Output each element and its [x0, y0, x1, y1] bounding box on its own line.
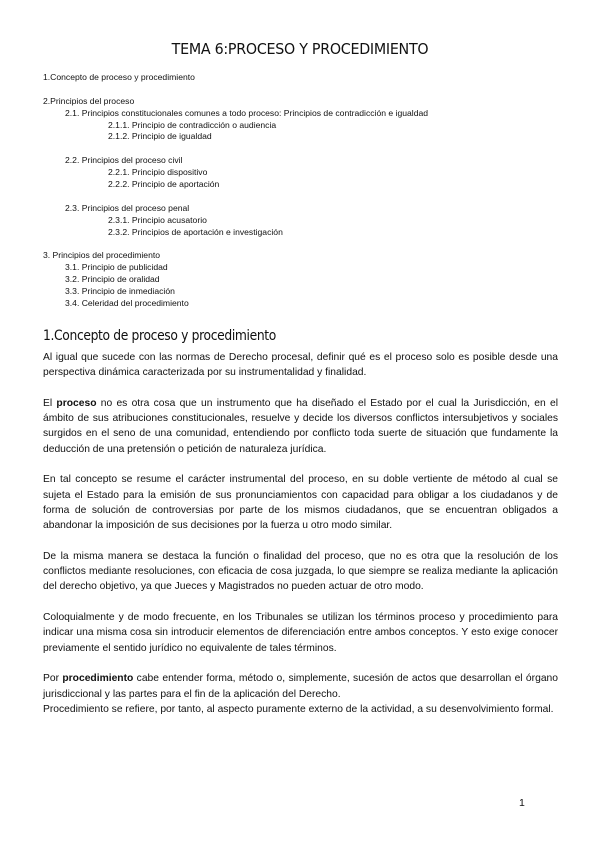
section-body [43, 350, 558, 732]
toc-item: 3.4. Celeridad del procedimiento [65, 297, 189, 308]
toc-item: 2.1. Principios constitucionales comunes a todo proceso: Principios de contradicción e igualdad [65, 107, 429, 118]
paragraph: De la misma manera se destaca la función o finalidad del proceso, que no es otra que la resolución de los conflictos mediante resoluciones, con eficacia de cosa juzgada, lo que siempre se realiza mediante la aplicación del derecho objetivo, ya que Jueces y Magistrados no pueden actuar de otro modo. [43, 550, 558, 593]
paragraph: Por procedimiento cabe entender forma, método o, simplemente, sucesión de actos que desarrollan el órgano jurisdiccional y las partes para el fin de la aplicación del Derecho. [43, 673, 558, 700]
toc-item: 3.2. Principio de oralidad [65, 274, 160, 285]
paragraph: Coloquialmente y de modo frecuente, en los Tribunales se utilizan los términos proceso y procedimiento para indicar una misma cosa sin introducir elementos de diferenciación entre ambos conceptos. Y esto exige conocer previamente el sentido jurídico no equivalente de tales términos. [43, 612, 558, 654]
toc-item: 1.Concepto de proceso y procedimiento [43, 72, 195, 82]
toc-item: 2.3. Principios del proceso penal [65, 202, 190, 213]
toc-item: 2.2.1. Principio dispositivo [108, 167, 208, 178]
paragraph: En tal concepto se resume el carácter instrumental del proceso, en su doble vertiente de método al cual se sujeta el Estado para la emisión de sus pronunciamientos con capacidad para obligar a los ciudadanos y de forma de solución de controversias por parte de los mismos ciudadanos, que se encuentran obligados a abandonar la imposición de sus decisiones por la fuerza u otro modo similar. [43, 474, 558, 532]
section-heading: 1.Concepto de proceso y procedimiento [43, 328, 276, 344]
bold-term: procedimiento [62, 673, 134, 685]
toc-item: 2.2.2. Principio de aportación [108, 179, 220, 190]
toc-item: 2.1.1. Principio de contradicción o audiencia [108, 119, 277, 130]
toc-item: 2.3.2. Principios de aportación e investigación [108, 226, 283, 237]
toc-item: 3. Principios del procedimiento [43, 250, 161, 261]
table-of-contents [43, 72, 428, 310]
toc-item: 3.3. Principio de inmediación [65, 286, 175, 297]
toc-item: 2.3.1. Principio acusatorio [108, 214, 207, 225]
page-number: 1 [519, 797, 525, 809]
toc-item: 3.1. Principio de publicidad [65, 262, 168, 273]
paragraph: Procedimiento se refiere, por tanto, al aspecto puramente externo de la actividad, a su desenvolvimiento formal. [43, 703, 554, 715]
toc-item: 2.Principios del proceso [43, 95, 135, 106]
toc-item: 2.2. Principios del proceso civil [65, 155, 183, 166]
toc-item: 2.1.2. Principio de igualdad [108, 131, 212, 142]
paragraph: El proceso no es otra cosa que un instrumento que ha diseñado el Estado por el cual la Jurisdicción, en el ámbito de sus atribuciones constitucionales, resuelve y decide los diversos conflictos intersubjetivos y sociales surgidos en el seno de una comunidad, entendiendo por conflicto toda suerte de situación que fundamente la deducción de una pretensión o petición de naturaleza jurídica. [43, 397, 558, 455]
bold-term: proceso [56, 397, 97, 409]
page-title: TEMA 6:PROCESO Y PROCEDIMIENTO [171, 40, 429, 58]
paragraph: Al igual que sucede con las normas de Derecho procesal, definir qué es el proceso solo es posible desde una perspectiva dinámica caracterizada por su instrumentalidad y finalidad. [43, 352, 558, 379]
